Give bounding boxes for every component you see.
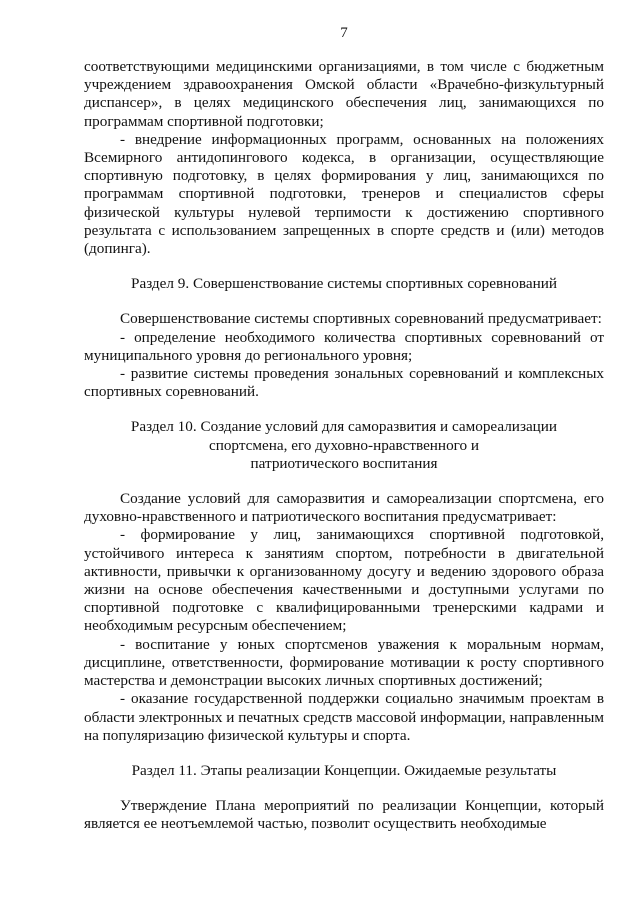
section-10-heading-line-1: Раздел 10. Создание условий для саморазвития и самореализации <box>130 418 558 436</box>
section-10-intro: Создание условий для саморазвития и самореализации спортсмена, его духовно-нравственного и патриотического воспитания предусматривает: <box>84 490 604 526</box>
section-10-item-1: - формирование у лиц, занимающихся спортивной подготовкой, устойчивого интереса к занятиям спортом, потребности в двигательной активности, привычки к организованному досугу и ведению здорового образа жизни на основе обеспечения качественными и доступными услугами по спортивной подготовке с квалифицированными тренерскими кадрами и необходимым ресурсным обеспечением; <box>84 526 604 635</box>
section-9-item-2: - развитие системы проведения зональных соревнований и комплексных спортивных соревнований. <box>84 365 604 401</box>
section-10-item-2: - воспитание у юных спортсменов уважения к моральным нормам, дисциплине, ответственности, формирование мотивации к росту спортивного мастерства и демонстрации высоких личных спортивных достижений; <box>84 635 604 690</box>
section-10-heading-line-2: спортсмена, его духовно-нравственного и <box>208 436 480 454</box>
section-9-heading: Раздел 9. Совершенствование системы спортивных соревнований <box>131 275 557 293</box>
section-9-item-1: - определение необходимого количества спортивных соревнований от муниципального уровня до регионального уровня; <box>84 328 604 364</box>
section-9-intro: Совершенствование системы спортивных соревнований предусматривает: <box>120 310 602 328</box>
page-number: 7 <box>340 25 348 41</box>
section-10-heading-line-3: патриотического воспитания <box>250 454 438 472</box>
paragraph-medical-support: соответствующими медицинскими организациями, в том числе с бюджетным учреждением здравоохранения Омской области «Врачебно-физкультурный диспансер», в целях медицинского обеспечения лиц, занимающихся по программам спортивной подготовки; <box>84 58 604 130</box>
section-11-paragraph-1: Утверждение Плана мероприятий по реализации Концепции, который является ее неотъемлемой частью, позволит осуществить необходимые <box>84 797 604 833</box>
section-10-heading <box>84 418 604 473</box>
paragraph-antidoping: - внедрение информационных программ, основанных на положениях Всемирного антидопингового кодекса, в организации, осуществляющие спортивную подготовку, в целях формирования у лиц, занимающихся по программам спортивной подготовки, тренеров и специалистов сферы физической культуры нулевой терпимости к достижению спортивного результата с использованием запрещенных в спорте средств и (или) методов (допинга). <box>84 130 604 258</box>
document-page <box>84 24 604 834</box>
section-11-heading: Раздел 11. Этапы реализации Концепции. Ожидаемые результаты <box>131 761 557 779</box>
section-10-item-3: - оказание государственной поддержки социально значимым проектам в области электронных и печатных средств массовой информации, направленным на популяризацию физической культуры и спорта. <box>84 690 604 744</box>
